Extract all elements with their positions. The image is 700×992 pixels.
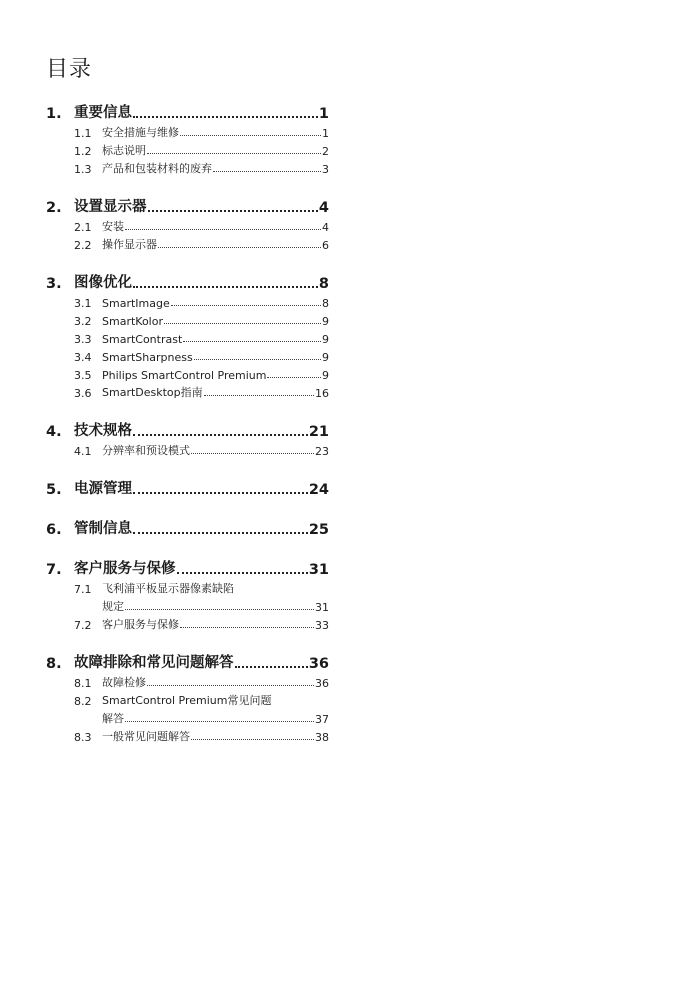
toc-subentry-page: 9 xyxy=(322,351,329,364)
table-of-contents xyxy=(46,100,329,762)
toc-subentry-label: SmartSharpness xyxy=(102,351,193,364)
toc-subentry[interactable] xyxy=(46,578,329,596)
toc-subentry-number: 1.1 xyxy=(74,127,92,140)
toc-subentry-label: SmartKolor xyxy=(102,315,163,328)
dot-leader xyxy=(133,286,318,288)
toc-section xyxy=(46,476,329,498)
toc-subentry-label: 安装 xyxy=(102,220,124,233)
dot-leader xyxy=(148,210,318,212)
toc-subentry-number: 8.2 xyxy=(74,695,92,708)
toc-subentry-page: 9 xyxy=(322,333,329,346)
toc-subentry-number: 2.2 xyxy=(74,239,92,252)
toc-subentry-page: 38 xyxy=(315,731,329,744)
toc-entry-page: 1 xyxy=(318,106,329,122)
toc-entry-number: 2. xyxy=(46,200,62,216)
toc-subentry[interactable] xyxy=(46,292,329,310)
toc-subentry-continuation[interactable] xyxy=(46,708,329,726)
toc-subentry-number: 3.5 xyxy=(74,369,92,382)
dot-leader xyxy=(191,453,314,454)
toc-subentry[interactable] xyxy=(46,672,329,690)
toc-section xyxy=(46,100,329,176)
toc-subentry-label: 客户服务与保修 xyxy=(102,618,179,631)
toc-entry-page: 24 xyxy=(308,482,329,498)
toc-entry-page: 8 xyxy=(318,276,329,292)
toc-subentry[interactable] xyxy=(46,614,329,632)
dot-leader xyxy=(133,492,308,494)
toc-entry[interactable] xyxy=(46,418,329,440)
dot-leader xyxy=(158,247,321,248)
toc-subentry[interactable] xyxy=(46,158,329,176)
toc-subentry-number: 8.1 xyxy=(74,677,92,690)
toc-entry-label: 管制信息 xyxy=(74,521,132,537)
dot-leader xyxy=(194,359,321,360)
dot-leader xyxy=(164,323,321,324)
toc-entry-page: 36 xyxy=(308,656,329,672)
toc-entry-label: 技术规格 xyxy=(74,423,132,439)
toc-subentry-page: 9 xyxy=(322,315,329,328)
toc-entry-page: 21 xyxy=(308,424,329,440)
toc-subentry-page: 8 xyxy=(322,297,329,310)
toc-subentry-number: 2.1 xyxy=(74,221,92,234)
toc-entry[interactable] xyxy=(46,100,329,122)
toc-section xyxy=(46,194,329,252)
dot-leader xyxy=(180,135,321,136)
toc-entry-number: 5. xyxy=(46,482,62,498)
toc-subentry[interactable] xyxy=(46,346,329,364)
toc-subentry-number: 3.4 xyxy=(74,351,92,364)
toc-subentry-page: 1 xyxy=(322,127,329,140)
toc-subentry-page: 4 xyxy=(322,221,329,234)
dot-leader xyxy=(125,609,314,610)
toc-section xyxy=(46,556,329,632)
toc-subentry-page: 37 xyxy=(315,713,329,726)
toc-subentry-page: 6 xyxy=(322,239,329,252)
toc-subentry-number: 7.1 xyxy=(74,583,92,596)
dot-leader xyxy=(213,171,321,172)
toc-subentry-label: 分辨率和预设模式 xyxy=(102,444,190,457)
toc-entry-page: 31 xyxy=(308,562,329,578)
toc-subentry-number: 3.1 xyxy=(74,297,92,310)
dot-leader xyxy=(133,532,308,534)
toc-entry[interactable] xyxy=(46,516,329,538)
toc-subentry-page: 3 xyxy=(322,163,329,176)
toc-entry-number: 8. xyxy=(46,656,62,672)
toc-subentry-label: 安全措施与维修 xyxy=(102,126,179,139)
dot-leader xyxy=(191,739,314,740)
toc-subentry-number: 1.3 xyxy=(74,163,92,176)
toc-section xyxy=(46,418,329,458)
toc-entry-number: 3. xyxy=(46,276,62,292)
toc-subentry[interactable] xyxy=(46,364,329,382)
toc-entry-page: 25 xyxy=(308,522,329,538)
toc-subentry[interactable] xyxy=(46,140,329,158)
toc-entry[interactable] xyxy=(46,556,329,578)
toc-subentry-label-line1: 飞利浦平板显示器像素缺陷 xyxy=(102,582,234,595)
toc-subentry-label: 一般常见问题解答 xyxy=(102,730,190,743)
dot-leader xyxy=(235,666,308,668)
toc-subentry[interactable] xyxy=(46,726,329,744)
toc-subentry[interactable] xyxy=(46,382,329,400)
toc-entry[interactable] xyxy=(46,476,329,498)
dot-leader xyxy=(147,153,321,154)
toc-entry-label: 重要信息 xyxy=(74,105,132,121)
toc-entry-page: 4 xyxy=(318,200,329,216)
toc-subentry-label: 产品和包装材料的废弃 xyxy=(102,162,212,175)
toc-section xyxy=(46,650,329,744)
toc-subentry-label: SmartImage xyxy=(102,297,170,310)
toc-entry-number: 6. xyxy=(46,522,62,538)
toc-entry-label: 图像优化 xyxy=(74,275,132,291)
toc-section xyxy=(46,270,329,400)
toc-subentry-label: 解答 xyxy=(102,712,124,725)
toc-subentry-label: SmartContrast xyxy=(102,333,183,346)
toc-entry-number: 1. xyxy=(46,106,62,122)
toc-subentry-label: 规定 xyxy=(102,600,124,613)
dot-leader xyxy=(171,305,321,306)
dot-leader xyxy=(133,434,308,436)
toc-subentry-number: 3.2 xyxy=(74,315,92,328)
toc-subentry-number: 3.3 xyxy=(74,333,92,346)
toc-entry[interactable] xyxy=(46,650,329,672)
toc-subentry-label: SmartDesktop指南 xyxy=(102,386,203,399)
toc-subentry[interactable] xyxy=(46,440,329,458)
toc-subentry-label-line1: SmartControl Premium常见问题 xyxy=(102,694,272,707)
toc-subentry-page: 31 xyxy=(315,601,329,614)
toc-subentry-page: 36 xyxy=(315,677,329,690)
toc-entry-label: 电源管理 xyxy=(74,481,132,497)
toc-subentry[interactable] xyxy=(46,234,329,252)
toc-subentry[interactable] xyxy=(46,122,329,140)
toc-subentry-label: Philips SmartControl Premium xyxy=(102,369,267,382)
dot-leader xyxy=(147,685,314,686)
toc-subentry-label: 标志说明 xyxy=(102,144,146,157)
toc-entry[interactable] xyxy=(46,194,329,216)
dot-leader xyxy=(177,572,308,574)
toc-subentry-continuation[interactable] xyxy=(46,596,329,614)
toc-entry-number: 4. xyxy=(46,424,62,440)
dot-leader xyxy=(180,627,314,628)
toc-subentry-number: 4.1 xyxy=(74,445,92,458)
toc-subentry-number: 3.6 xyxy=(74,387,92,400)
toc-subentry-page: 9 xyxy=(322,369,329,382)
dot-leader xyxy=(204,395,314,396)
dot-leader xyxy=(183,341,321,342)
dot-leader xyxy=(133,116,318,118)
toc-subentry-page: 2 xyxy=(322,145,329,158)
dot-leader xyxy=(125,721,314,722)
toc-subentry-page: 16 xyxy=(315,387,329,400)
toc-entry-label: 故障排除和常见问题解答 xyxy=(74,655,234,671)
toc-subentry-number: 1.2 xyxy=(74,145,92,158)
toc-subentry[interactable] xyxy=(46,690,329,708)
toc-subentry[interactable] xyxy=(46,216,329,234)
toc-entry-number: 7. xyxy=(46,562,62,578)
toc-subentry-label: 故障检修 xyxy=(102,676,146,689)
toc-entry[interactable] xyxy=(46,270,329,292)
toc-entry-label: 设置显示器 xyxy=(74,199,147,215)
toc-subentry[interactable] xyxy=(46,310,329,328)
dot-leader xyxy=(267,377,321,378)
toc-subentry-number: 7.2 xyxy=(74,619,92,632)
dot-leader xyxy=(125,229,321,230)
toc-subentry-page: 23 xyxy=(315,445,329,458)
toc-entry-label: 客户服务与保修 xyxy=(74,561,176,577)
page-title: 目录 xyxy=(46,57,93,82)
toc-subentry-page: 33 xyxy=(315,619,329,632)
toc-subentry-label: 操作显示器 xyxy=(102,238,157,251)
toc-subentry[interactable] xyxy=(46,328,329,346)
toc-subentry-number: 8.3 xyxy=(74,731,92,744)
toc-section xyxy=(46,516,329,538)
